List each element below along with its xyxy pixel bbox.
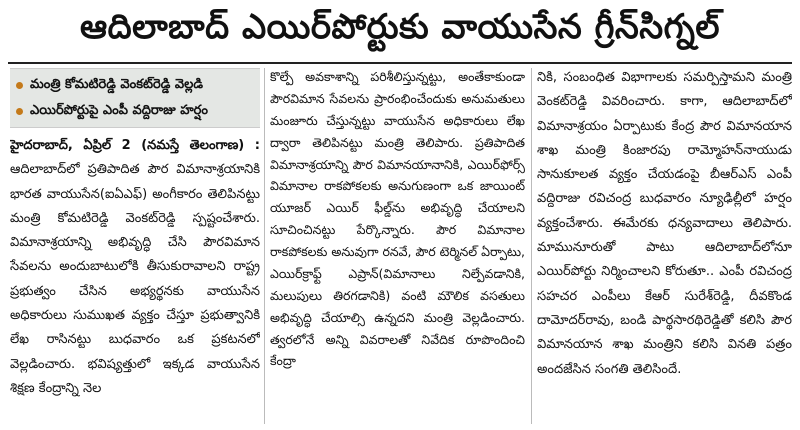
highlights-box [10,68,260,128]
bullet-icon [16,108,23,115]
highlight-item [16,72,254,98]
column-divider [264,68,265,424]
bullet-icon [16,82,23,89]
body-text-1: ఆదిలాబాద్‌లో ప్రతిపాదిత పౌర విమానాశ్రయానికి భారత వాయుసేన(ఐఏఎఫ్) అంగీకారం తెలిపినట్టు మంత్రి కోమటిరెడ్డి వెంకట్‌రెడ్డి స్పష్టంచేశారు. విమానాశ్రయాన్ని అభివృద్ధి చేసి పౌరవిమాన సేవలను అందుబాటులోకి తీసుకురావాలని రాష్ట్ర ప్రభుత్వం చేసిన అభ్యర్థనకు వాయుసేన అధికారులు సుముఖత వ్యక్తం చేస్తూ ప్రభుత్వానికి లేఖ రాసినట్టు బుధవారం ఒక ప్రకటనలో వెల్లడించారు. భవిష్యత్తులో ఇక్కడ వాయుసేన శిక్షణ కేంద్రాన్ని నెల [10,162,260,396]
article-headline: ఆదిలాబాద్ ఎయిర్‌పోర్టుకు వాయుసేన గ్రీన్‌సిగ్నల్ [79,7,721,47]
highlight-text: ఎయిర్‌పోర్టుపై ఎంపీ వద్దిరాజు హర్షం [30,103,208,118]
article-body-1 [10,134,260,401]
body-text-2: కొల్పే అవకాశాన్ని పరిశీలిస్తున్నట్టు, అంతేకాకుండా పౌరవిమాన సేవలను ప్రారంభించేందుకు అనుమతులు మంజూరు చేస్తున్నట్టు వాయుసేన అధికారులు లేఖ ద్వారా తెలిపినట్టు మంత్రి తెలిపారు. ప్రతిపాదిత విమానాశ్రయాన్ని పౌర విమానయానానికి, ఎయిర్‌ఫోర్స్ విమానాల రాకపోకలకు అనుగుణంగా ఒక జాయింట్ యూజర్ ఎయిర్ ఫీల్డ్‌ను అభివృద్ధి చేయాలని సూచించినట్టు పేర్కొన్నారు. పౌర విమానాల రాకపోకలకు అనువుగా రనవే, పౌర టెర్మినల్ ఏర్పాటు, ఎయిర్‌క్రాఫ్ట్ ఎప్రాన్(విమానాలు నిల్పేవడానికి, మలుపులు తిరగడానికి) వంటి మౌలిక వసతులు అభివృద్ధి చేయాల్సి ఉన్నదని మంత్రి వెల్లడించారు. త్వరలోనే అన్ని వివరాలతో నివేదిక రూపొందించి కేంద్రా [270,69,525,369]
column-divider [531,68,532,424]
highlight-item [16,98,254,124]
article-column-3 [537,66,792,426]
article-column-2 [270,66,525,426]
article-column-1 [10,68,260,428]
body-text-3: నికి, సంబంధిత విభాగాలకు సమర్పిస్తామని మంత్రి వెంకట్‌రెడ్డి వివరించారు. కాగా, ఆదిలాబాద్‌లో విమానాశ్రయం ఏర్పాటుకు కేంద్ర పౌర విమానయాన శాఖ మంత్రి కింజారపు రామ్మోహన్‌నాయుడు సానుకూలత వ్యక్తం చేయడంపై బీఆర్‌ఎస్ ఎంపీ వద్దిరాజు రవిచంద్ర బుధవారం న్యూఢిల్లీలో హర్షం వ్యక్తంచేశారు. ఈమేరకు ధన్యవాదాలు తెలిపారు. మామునూరుతో పాటు ఆదిలాబాద్‌లోనూ ఎయిర్‌పోర్టు నిర్మించాలని కోరుతూ.. ఎంపీ రవిచంద్ర సహచర ఎంపీలు కేఆర్ సురేశ్‌రెడ్డి, దీవకొండ దామోదర్‌రావు, బండి పార్థసారథిరెడ్డితో కలిసి పౌర విమానయాన శాఖ మంత్రిని కలిసి వినతి పత్రం అందజేసిన సంగతి తెలిసిందే. [537,70,792,377]
headline-rule [8,62,792,64]
highlight-text: మంత్రి కోమటిరెడ్డి వెంకట్‌రెడ్డి వెల్లడి [30,77,203,92]
dateline: హైదరాబాద్, ఏప్రిల్ 2 (నమస్తే తెలంగాణ) : [10,138,260,153]
